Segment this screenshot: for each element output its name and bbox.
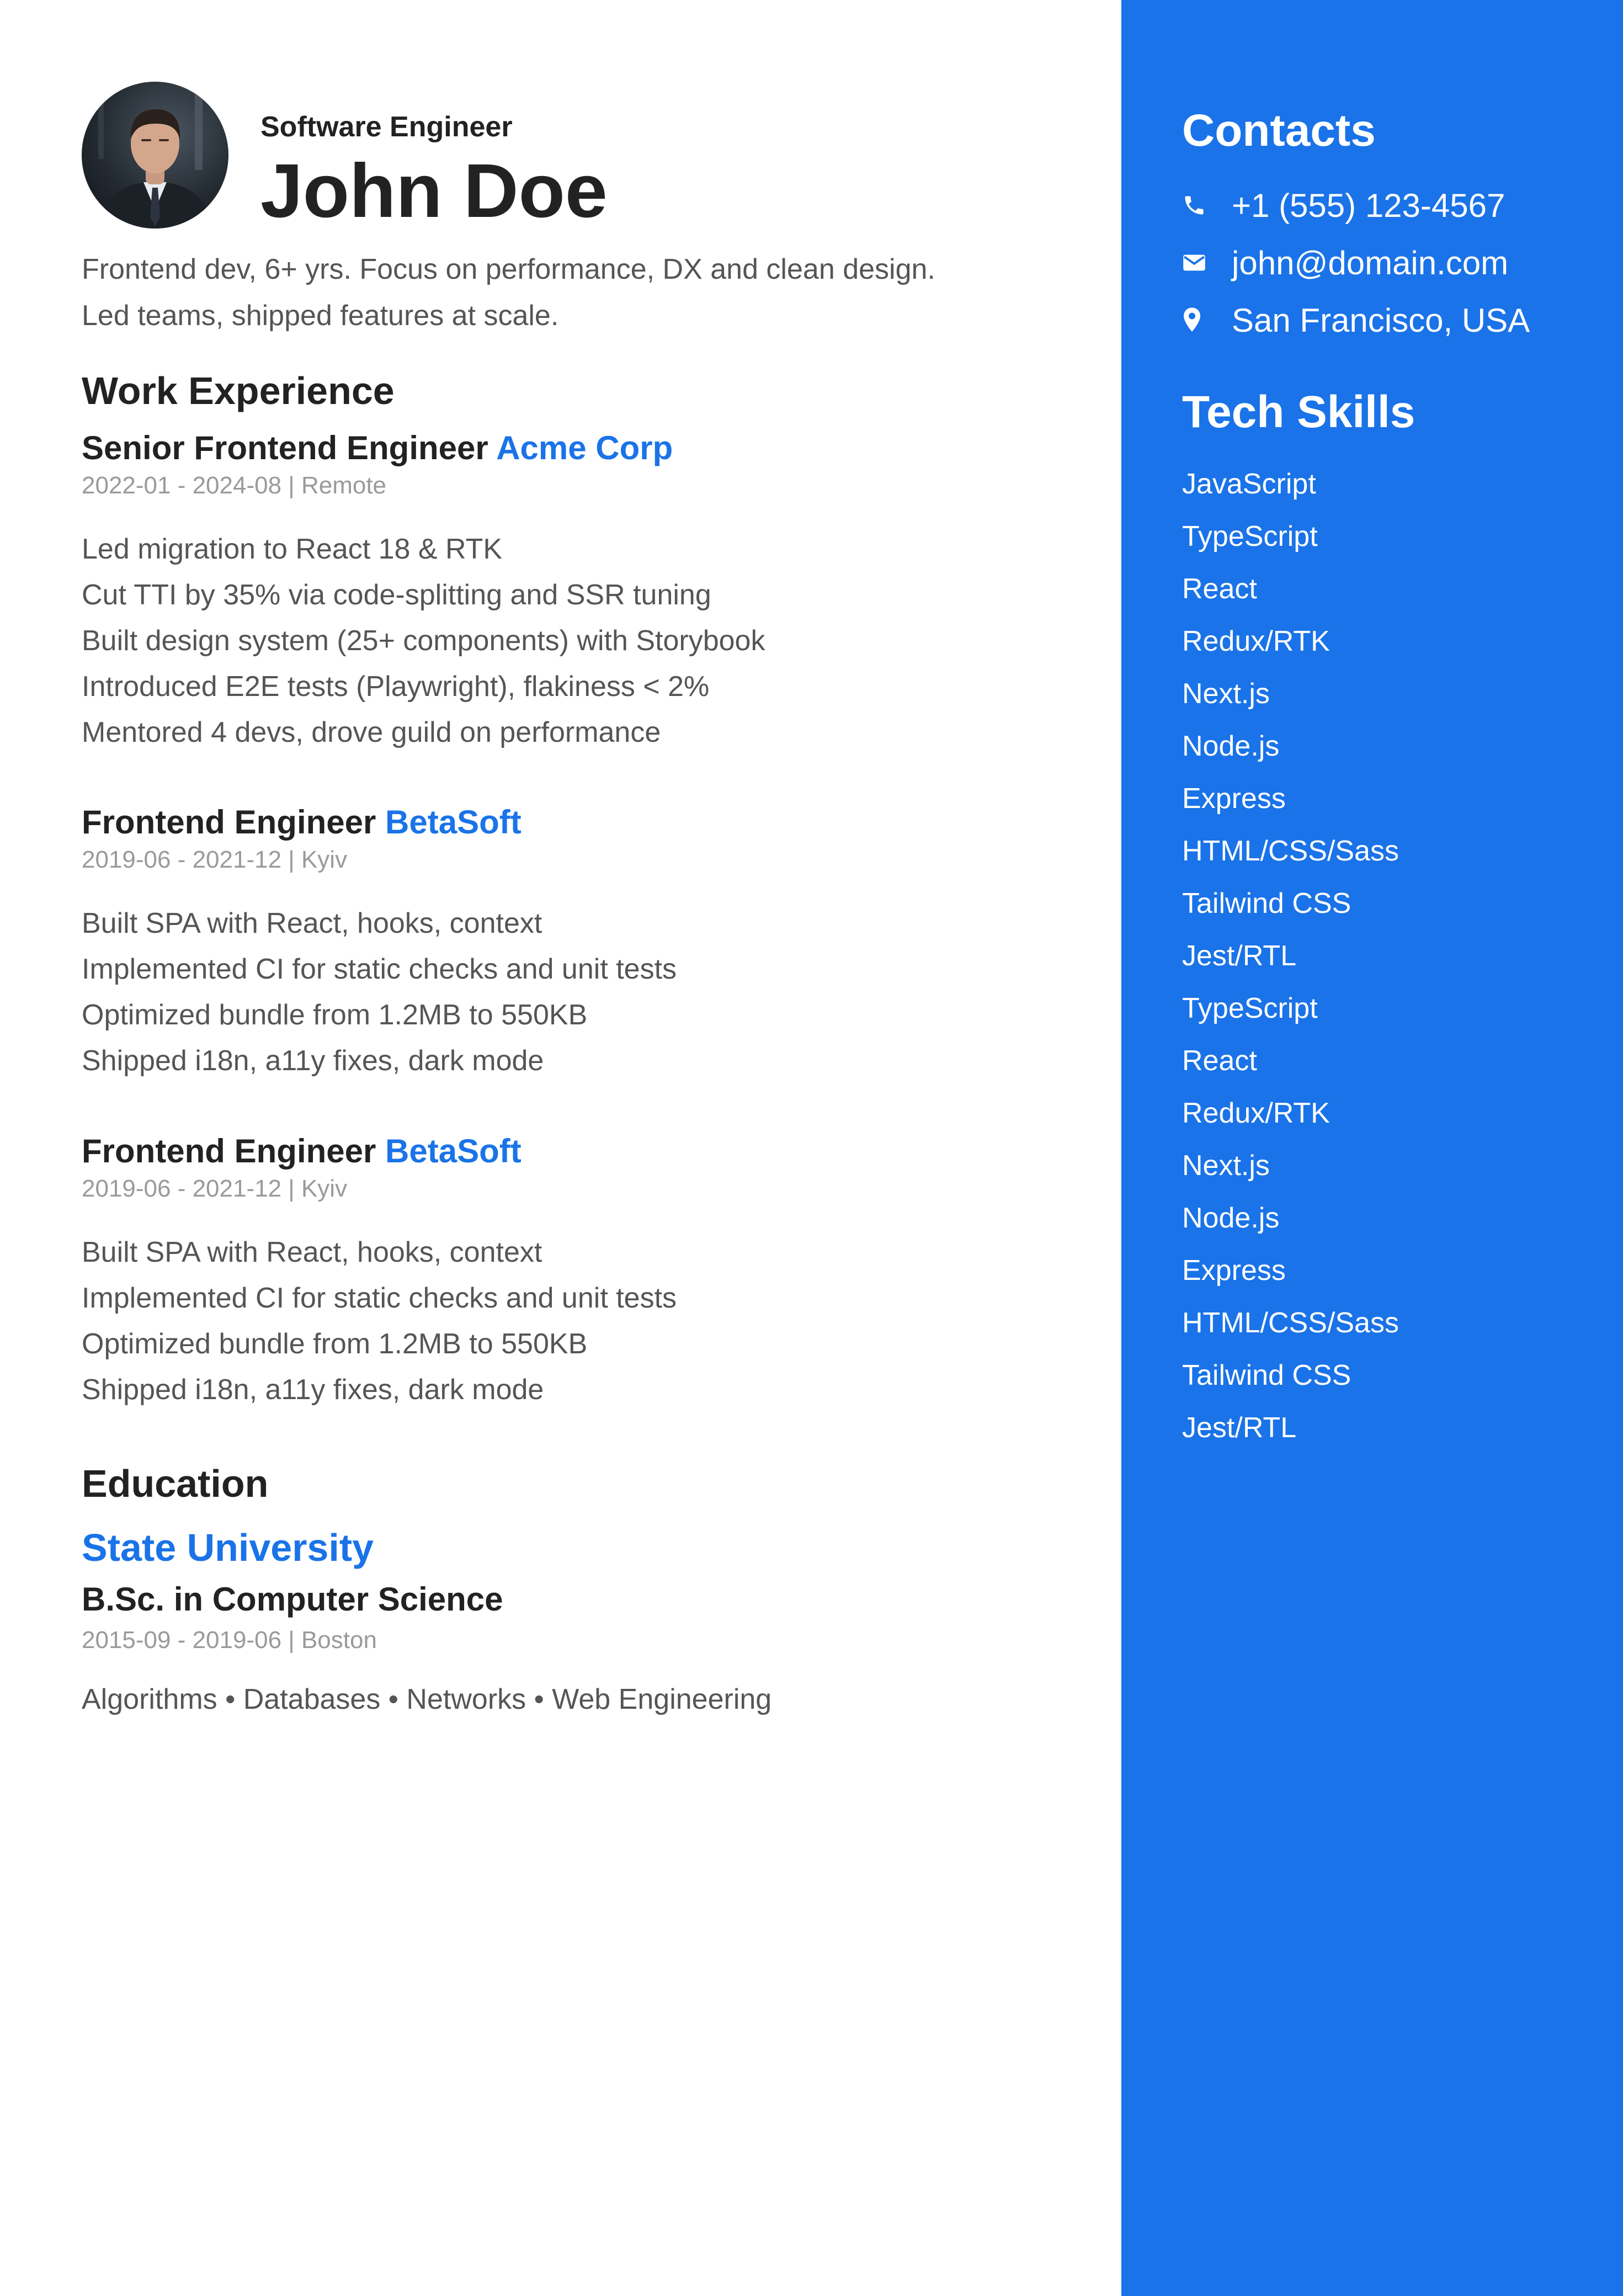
job-dates: 2019-06 - 2021-12 — [82, 846, 282, 873]
contact-location — [1182, 291, 1530, 349]
job-bullet: Implemented CI for static checks and unit tests — [82, 1282, 677, 1314]
location-pin-icon — [1182, 305, 1209, 336]
job-position: Frontend Engineer — [82, 804, 376, 841]
contact-email-text: john@domain.com — [1232, 244, 1509, 281]
summary-line: Led teams, shipped features at scale. — [82, 300, 559, 332]
job-bullet: Mentored 4 devs, drove guild on performance — [82, 716, 661, 748]
skill-item: Tailwind CSS — [1182, 1359, 1351, 1391]
mail-icon — [1182, 247, 1209, 278]
job-bullet: Led migration to React 18 & RTK — [82, 533, 503, 565]
job-entry — [82, 427, 1108, 756]
job-position: Senior Frontend Engineer — [82, 429, 488, 466]
job-bullet: Built SPA with React, hooks, context — [82, 1236, 542, 1268]
job-dates: 2019-06 - 2021-12 — [82, 1175, 282, 1202]
education-degree: B.Sc. in Computer Science — [82, 1581, 503, 1618]
job-role-title: Software Engineer — [260, 111, 513, 143]
section-title-work-experience: Work Experience — [82, 369, 395, 412]
job-heading — [82, 801, 1108, 843]
job-location: Kyiv — [301, 1175, 348, 1202]
job-bullet: Built design system (25+ components) with Storybook — [82, 625, 765, 657]
meta-separator: | — [288, 1175, 301, 1202]
job-entry — [82, 801, 1108, 1084]
job-bullet: Shipped i18n, a11y fixes, dark mode — [82, 1045, 544, 1077]
job-entry — [82, 1130, 1108, 1413]
job-heading — [82, 427, 1108, 469]
contacts-list — [1182, 177, 1530, 349]
job-meta — [82, 1172, 1108, 1205]
job-bullet: Optimized bundle from 1.2MB to 550KB — [82, 999, 588, 1031]
education-courses: Algorithms • Databases • Networks • Web Engineering — [82, 1683, 772, 1715]
job-bullet: Shipped i18n, a11y fixes, dark mode — [82, 1374, 544, 1406]
skill-item: Redux/RTK — [1182, 1097, 1330, 1129]
person-name: John Doe — [260, 148, 608, 233]
education-dates: 2015-09 - 2019-06 — [82, 1627, 282, 1654]
job-meta — [82, 843, 1108, 876]
job-heading — [82, 1130, 1108, 1172]
summary — [82, 246, 1108, 339]
skill-item: Next.js — [1182, 678, 1270, 710]
meta-separator: | — [288, 472, 301, 499]
skill-item: TypeScript — [1182, 992, 1318, 1024]
job-company: Acme Corp — [496, 429, 673, 466]
skill-item: Node.js — [1182, 730, 1280, 762]
skill-item: JavaScript — [1182, 468, 1316, 500]
skill-item: Next.js — [1182, 1150, 1270, 1182]
education-entry — [82, 1521, 1108, 1719]
contact-phone — [1182, 177, 1530, 234]
education-school: State University — [82, 1526, 374, 1569]
job-bullets — [82, 1230, 1108, 1413]
contact-location-text: San Francisco, USA — [1232, 301, 1530, 339]
skills-list — [1182, 458, 1399, 1454]
portrait-photo — [82, 82, 228, 228]
job-location: Remote — [301, 472, 387, 499]
skill-item: React — [1182, 1045, 1257, 1077]
resume-sidebar — [1121, 0, 1623, 2296]
meta-separator: | — [288, 846, 301, 873]
skill-item: TypeScript — [1182, 520, 1318, 552]
contact-email — [1182, 234, 1530, 291]
contact-phone-text: +1 (555) 123-4567 — [1232, 187, 1505, 224]
skill-item: Jest/RTL — [1182, 940, 1297, 972]
job-bullet: Built SPA with React, hooks, context — [82, 907, 542, 939]
education-meta — [82, 1625, 1108, 1656]
skill-item: Redux/RTK — [1182, 625, 1330, 657]
job-company: BetaSoft — [385, 804, 522, 841]
skill-item: HTML/CSS/Sass — [1182, 1307, 1399, 1339]
section-title-contacts: Contacts — [1182, 105, 1376, 156]
summary-line: Frontend dev, 6+ yrs. Focus on performance, DX and clean design. — [82, 253, 935, 285]
job-bullets — [82, 901, 1108, 1084]
phone-icon — [1182, 190, 1209, 221]
job-dates: 2022-01 - 2024-08 — [82, 472, 282, 499]
skill-item: Jest/RTL — [1182, 1412, 1297, 1444]
skill-item: Tailwind CSS — [1182, 887, 1351, 920]
skill-item: React — [1182, 573, 1257, 605]
education-location: Boston — [301, 1627, 377, 1654]
skill-item: HTML/CSS/Sass — [1182, 835, 1399, 867]
job-bullet: Cut TTI by 35% via code-splitting and SSR tuning — [82, 579, 711, 611]
job-bullets — [82, 527, 1108, 756]
skill-item: Express — [1182, 1255, 1286, 1287]
job-position: Frontend Engineer — [82, 1133, 376, 1170]
section-title-education: Education — [82, 1462, 269, 1505]
job-bullet: Implemented CI for static checks and unit tests — [82, 953, 677, 985]
job-bullet: Optimized bundle from 1.2MB to 550KB — [82, 1328, 588, 1360]
job-meta — [82, 469, 1108, 502]
job-bullet: Introduced E2E tests (Playwright), flakiness < 2% — [82, 671, 710, 703]
job-location: Kyiv — [301, 846, 348, 873]
section-title-tech-skills: Tech Skills — [1182, 387, 1416, 437]
avatar — [82, 82, 228, 228]
meta-separator: | — [288, 1627, 301, 1654]
skill-item: Express — [1182, 783, 1286, 815]
job-company: BetaSoft — [385, 1133, 522, 1170]
skill-item: Node.js — [1182, 1202, 1280, 1234]
